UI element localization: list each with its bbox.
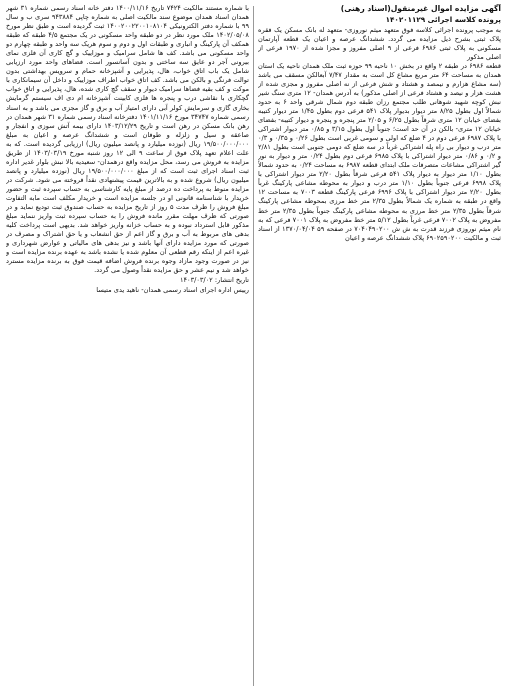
- column-divider: [253, 6, 254, 686]
- notice-file-number: پرونده کلاسه اجرائی ۱۴۰۲۰۱۱۲۹: [385, 15, 501, 24]
- notice-right-column: [258, 4, 501, 688]
- notice-left-column: [6, 4, 249, 688]
- notice-signature: رییس اداره اجرای اسناد رسمی همدان- ناهید یدی متیسا: [96, 286, 249, 295]
- notice-intro: به موجب پرونده اجرائی کلاسه فوق متعهد میثم نوروزی- متعهد له بانک مسکن یک فقره پلاک ثبتی بشرح ذیل مزایده می گردد. ششدانگ عرصه و اعیان یک قطعه آپارتمان مسکونی به پلاک ثبتی ۶۹۸۶ فرعی از ۹ اصلی مفروز و مجزا شده از ۱۹۷۰ فرعی از اصلی مذکور: [258, 25, 501, 61]
- notice-continuation: با شماره مستند مالکیت ۷۴۲۴ تاریخ ۱۴۰۰/۱۱/۱۶ دفتر خانه اسناد رسمی شماره ۳۱ شهر همدان اسناد همدان موضوع سند مالکیت اصلی به شماره چاپی ۹۴۳۸۸۴ سری ب و سال ۹۹ با شماره دفتر الکترونیکی ۱۴۰۰۲۰۰۲۲۰۰۱۰۸۱۰۴ ثبت گردیده است و طبق نظر مورخ ۱۴۰۲/۰۵/۰۸ ملک مورد نظر در دو طبقه واحد مسکونی در یک مجتمع ۴/۵ طبقه که طبقه همکف آن پارکینگ و انباری و طبقات اول و دوم و سوم هریک سه واحد و طبقه چهارم دو واحد مسکونی می باشد. کف ها شامل سرامیک و موزاییک و گچ کاری آن فلزی نمای بیرونی آجر دو عایق سه ساختی و بدون آسانسور است. فضاهای واحد مورد ارزیابی شامل یک باب اتاق خواب، هال، پذیرایی و آشپزخانه حمام و سرویس بهداشتی بدون توالت فرنگی و بالکن می باشد. کف اتاق خواب اطراف موزاییک و داخل آن سیمانکاری با موکت و کف بقیه فضاها سرامیک دیوار و سقف گچ کاری شده، هال، پذیرایی و اتاق خواب گچکاری با نقاشی درب و پنجره ها فلزی کابینت آشپزخانه ام دی اف سیستم گرمایش بخاری گازی و سرمایش کولر آبی دارای امتیاز آب و برق و گاز مجزی می باشد و به اسناد رسمی شماره ۳۴۷۴۷ مورخ ۱۴۰۱/۱۱/۱۶ دفترخانه اسناد رسمی شماره ۳۱ شهر همدان در رهن بانک مسکن در رهن است و تاریخ ۱۴۰۳/۱۲/۲۹ دارای بیمه آتش سوزی و انفجار و صاعقه و سیل و زلزله و طوفان است و ششدانگ عرصه و اعیان به مبلغ ۱۹/۵۰۰/۰۰۰/۰۰۰ ریال (نوزده میلیارد و پانصد میلیون ریال) ارزیابی گردیده است. که به علت اعلام تعهد پلاک فوق از ساعت ۹ الی ۱۲ روز شنبه مورخ ۱۴۰۳/۰۳/۱۹ از طریق مزایده به فروش می رسد، محل مزایده واقع درهمدان- سعیدیه بالا نبش بلوار غدیر اداره ثبت اسناد اجرای ثبت است که از مبلغ ۱۹/۵۰۰/۰۰۰/۰۰۰ ریال (نوزده میلیارد و پانصد میلیون ریال) شروع شده و به بالاترین قیمت پیشنهادی نقداً فروخته می شود. شرکت در مزایده منوط به پرداخت ده درصد از مبلغ پایه کارشناسی به حساب سپرده ثبت و حضور خریدار با شناسنامه قانونی او در جلسه مزایده است و خریدار مکلف است مابه التفاوت مبلغ فروش را ظرف مدت ۵ روز از تاریخ مزایده به حساب صندوق ثبت تودیع نماید و در صورتی که ظرف مهلت مقرر مانده فروش را به حساب سپرده ثبت واریز ننماید مبلغ مذکور قابل استرداد نبوده و به حساب خزانه واریز خواهد شد. بدیهی است پرداخت کلیه بدهی های مربوط به آب و برق و گاز اعم از حق انشعاب و یا حق اشتراک و مصرف در صورتی که مورد مزایده دارای آنها باشد و نیز بدهی های مالیاتی و عوارض شهرداری و غیره اعم از اینکه رقم قطعی آن معلوم شده یا نشده باشد به عهده برنده مزایده است و نیز در صورت وجود مازاد وجوه برنده فروش اضافه قیمت فوق به برنده مزایده مسترد خواهد شد و نیم عشر و حق مزایده نقداً وصول می گردد.: [6, 4, 249, 275]
- notice-title: آگهی مزایده اموال غیرمنقول(اسناد رهنی): [340, 4, 501, 13]
- notice-property-description: قطعه ۶۹۸۶ در طبقه ۲ واقع در بخش ۱۰ ناحیه ۹۹ حوزه ثبت ملک همدان ناحیه یک استان همدان به مساحت ۶۴ متر مربع مشاع کل است به مقدار ۷/۴۷ آبعالکن مسقف می باشد (سه مشاع هزارم و نیمصد و هشتاد و شش فرعی از نه اصلی مفروز و مجزی شده از هشت هزار و نیصد و هشتاد فرعی از اصلی مذکور) به آدرس همدان- ۱۲ متری سنگ شیر نبش کوچه شهید شوهانی طلب مجتمع رزان طبقه دوم شمال شرقی واحد ۶ به حدود شمالاً اول بطول ۸/۲۵ متر دیوار بدیوار پلاک ۵۴۱ فرعی دوم بطول ۱/۴۵ متر دیوار کتیبه بفضای خیابان ۱۲ متری شرقاً بطول ۶/۲۵ و ۲/۰۵ متر پنجره و پنجره و دیوار کتیبه- بفضای خیابان ۱۲ متری- بالکن در آن حد است؛ جنوباً اول بطول ۳/۱۵ و ۰/۸۵ متر دیوار اشتراکی با پلاک ۶۹۸۷ فرعی دوم در ۴ ضلع که اولی و سومی غربی است بطول ۰/۲۶ و ۰/۳۵ و ۰/۳ متر درب و دیوار بی راه پله اشتراکی غرباً در سه ضلع که دومی جنوبی است بطول ۲/۸۱ و ۰/۲ و ۰/۸۶ متر دیوار اشتراکی با پلاک ۶۹۸۵ فرعی دوم بطول ۰/۲۴ متر و دیوار به نور گیر اشتراکی مشاعات متصرفات ملک ابتدای قطعه ۶۹۸۷ به مساحت ۰/۲۴ به حدود شمالاً بطول ۱/۱۰ متر دیوار به دیوار پلاک ۵۴۱ فرعی شرقاً بطول ۲/۲۰ متر دیوار اشتراکی با پلاک ۶۹۹۸ فرعی جنوباً بطول ۱/۱۰ متر درب و دیوار به محوطه مشاعی پارکینگ غرباً بطول ۲/۲۰ متر دیوار اشتراکی با پلاک ۶۹۹۶ فرعی پارکینگ قطعه ۷۰۰۳ به مساحت ۱۲ واقع در طبقه به شماره یک شمالاً بطول ۲/۳۵ متر خط مرزی بمحوطه مشاعی پارکینگ شرقاً بطول ۲/۳۵ متر خط مرزی به محوطه مشاعی پارکینگ جنوباً بطول ۲/۳۵ متر خط مفروض به پلاک ۷۰۰۲ فرعی غرباً بطول ۵/۱۲ متر خط مفروض به پلاک ۷۰۰۱ فرعی که به نام میثم نوروزی فرزند قدرت به ش ش ۷۰۴۰۴۹۰۲۰۰ در صفحه ۵۹ ۱۳۷۰/۰۴/۰۴ از اسناد ثبت و مالکیت ۶۹۰۲۵۹۰۲۰۰ پلاک ششدانگ عرصه و اعیان: [258, 61, 501, 242]
- notice-date: تاریخ انتشار: ۱۴۰۳/۰۳/۰۲: [179, 276, 249, 285]
